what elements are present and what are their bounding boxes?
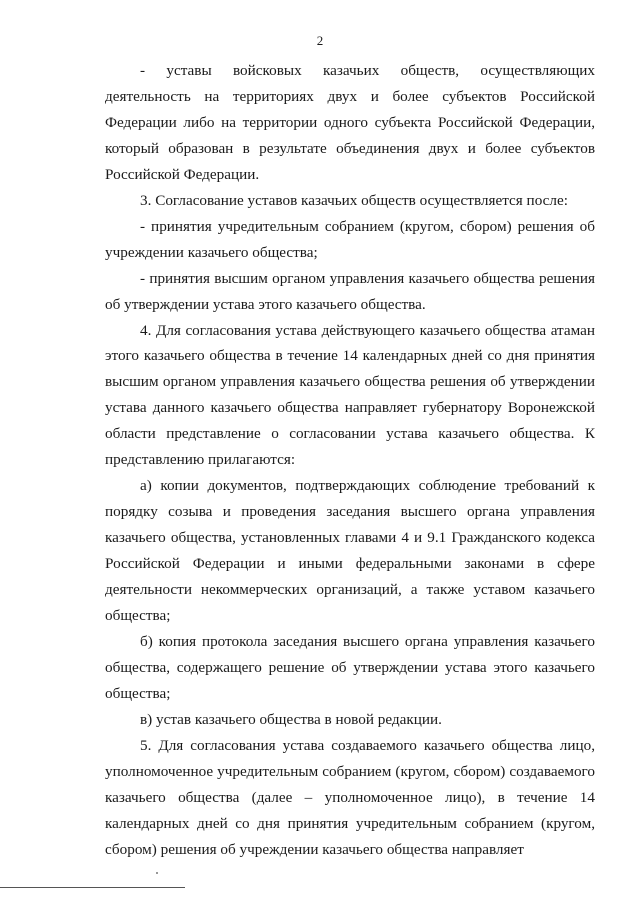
paragraph-item-v: в) устав казачьего общества в новой редакции. — [140, 710, 442, 728]
paragraph-charter-approval-decision: - принятия высшим органом управления казачьего общества решения об утверждении устава этого казачьего общества. — [105, 269, 595, 313]
footer-rule — [0, 887, 185, 888]
paragraph-founding-assembly-decision: - принятия учредительным собранием (кругом, сбором) решения об учреждении казачьего общества; — [105, 217, 595, 261]
paragraph-item-b: б) копия протокола заседания высшего органа управления казачьего общества, содержащего решение об утверждении устава этого казачьего общества; — [105, 632, 595, 702]
page-number: 2 — [316, 33, 324, 48]
paragraph-clause-3: 3. Согласование уставов казачьих обществ осуществляется после: — [140, 191, 568, 209]
paragraph-clause-4: 4. Для согласования устава действующего казачьего общества атаман этого казачьего общества в течение 14 календарных дней со дня принятия высшим органом управления казачьего общества решения об утверждении устава данного казачьего общества направляет губернатору Воронежской области представление о согласовании устава казачьего общества. К представлению прилагаются: — [105, 321, 595, 469]
paragraph-item-a: а) копии документов, подтверждающих соблюдение требований к порядку созыва и проведения заседания высшего органа управления казачьего общества, установленных главами 4 и 9.1 Гражданского кодекса Российской Федерации и иными федеральными законами в сфере деятельности некоммерческих организаций, а также уставом казачьего общества; — [105, 477, 595, 625]
paragraph-clause-5: 5. Для согласования устава создаваемого казачьего общества лицо, уполномоченное учредительным собранием (кругом, сбором) создаваемого казачьего общества (далее – уполномоченное лицо), в течение 14 календарных дней со дня принятия учредительным собранием (кругом, сбором) решения об учреждении казачьего общества направляет — [105, 736, 595, 858]
paragraph-military-society-charters: - уставы войсковых казачьих обществ, осуществляющих деятельность на территориях двух и более субъектов Российской Федерации либо на территории одного субъекта Российской Федерации, который образован в результате объединения двух и более субъектов Российской Федерации. — [105, 62, 595, 183]
scan-speck — [156, 872, 158, 874]
document-body — [105, 58, 595, 863]
